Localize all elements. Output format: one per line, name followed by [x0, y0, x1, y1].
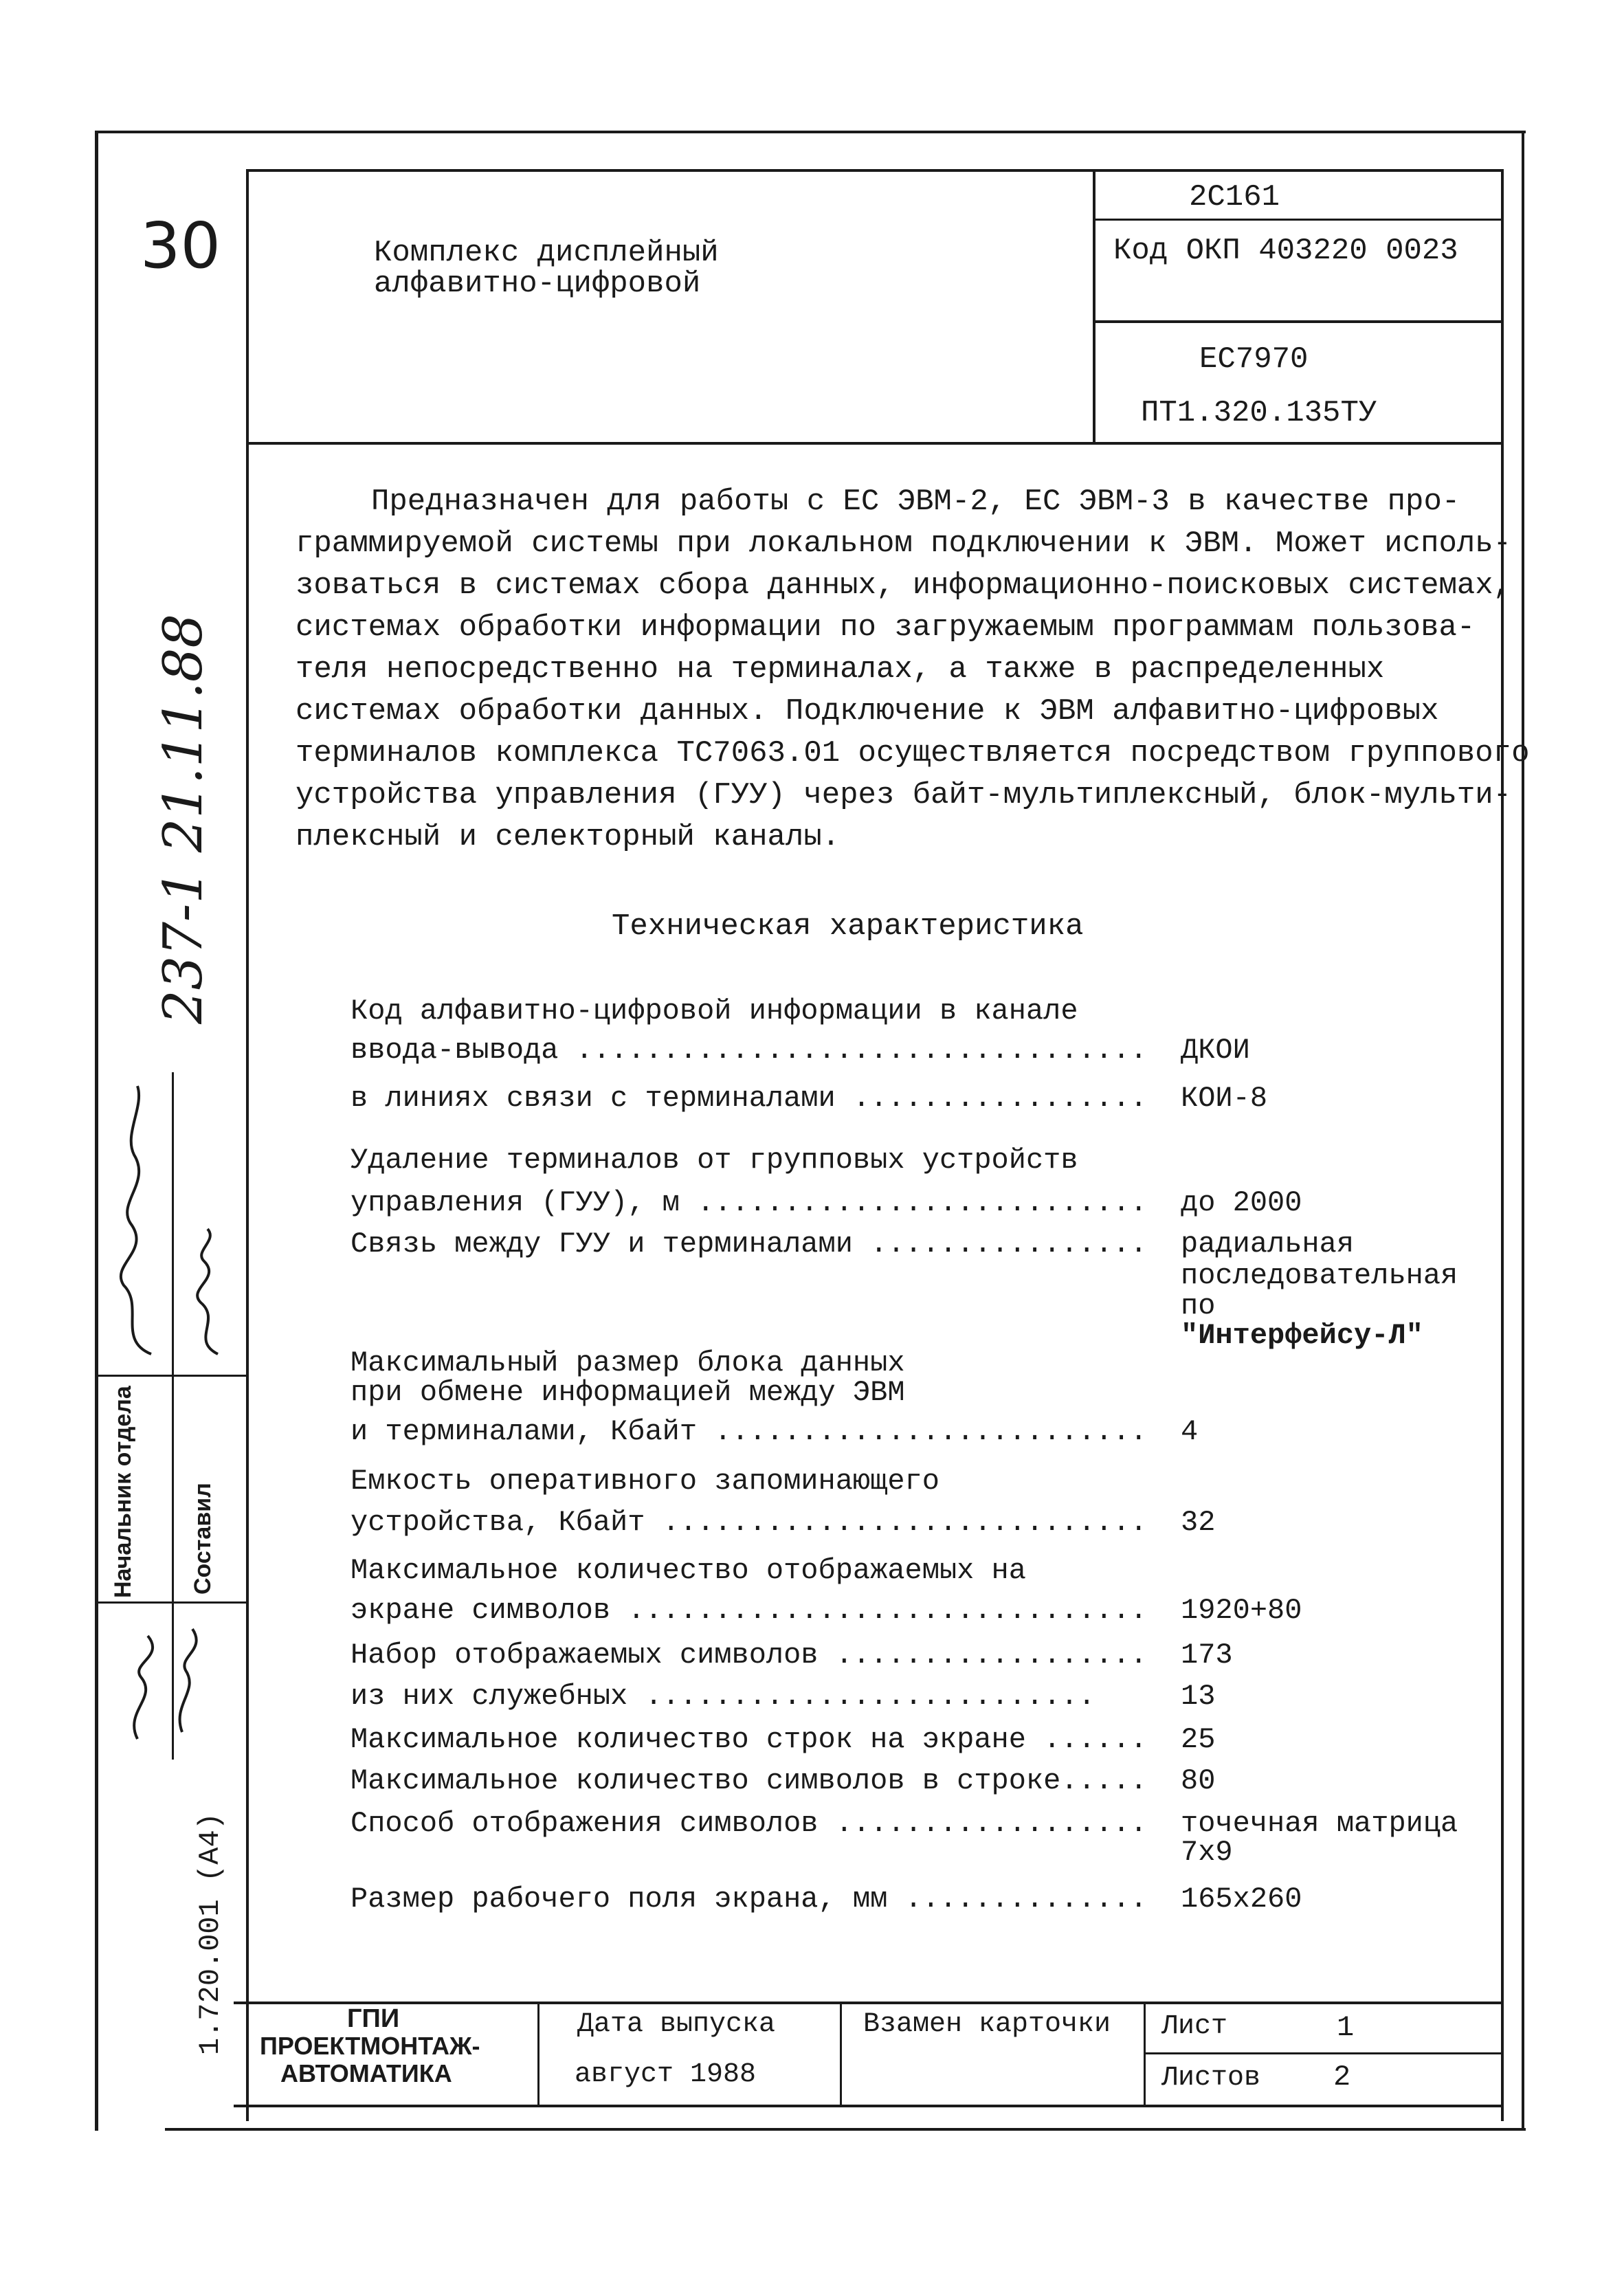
header-divider [1093, 169, 1095, 444]
spec-value: 32 [1181, 1506, 1216, 1539]
spec-value: 165х260 [1181, 1883, 1302, 1916]
spec-label: из них служебных .......................... [351, 1680, 1095, 1713]
release-date-label: Дата выпуска [577, 2009, 776, 2040]
spec-label: Максимальное количество отображаемых на [351, 1554, 1026, 1587]
replaces-card-label: Взамен карточки [863, 2009, 1111, 2040]
spec-label: в линиях связи с терминалами ................. [351, 1082, 1148, 1115]
spec-value: 7х9 [1181, 1836, 1233, 1869]
signature-approval [117, 1615, 241, 1753]
head-of-department-label: Начальник отдела [110, 1386, 136, 1598]
outer-bottom-border [165, 2128, 1526, 2131]
footer-divider-2 [840, 2002, 842, 2106]
header-bottom-border [247, 442, 1504, 445]
spec-label: при обмене информацией между ЭВМ [351, 1376, 905, 1409]
spec-value: до 2000 [1181, 1186, 1302, 1219]
spec-label: Максимальный размер блока данных [351, 1346, 905, 1379]
inner-left-border [246, 169, 249, 2121]
spec-code: ПТ1.320.135ТУ [1141, 396, 1377, 430]
spec-value: ДКОИ [1181, 1034, 1250, 1067]
outer-right-border [1522, 131, 1524, 2131]
spec-label: Максимальное количество строк на экране ...... [351, 1723, 1148, 1756]
spec-value: 173 [1181, 1639, 1233, 1672]
footer-divider-1 [537, 2002, 540, 2106]
document-title-line1: Комплекс дисплейный [374, 236, 719, 270]
spec-label: Код алфавитно-цифровой информации в канале [351, 995, 1078, 1028]
spec-label: устройства, Кбайт ............................ [351, 1506, 1148, 1539]
header-line-1 [1093, 219, 1504, 221]
spec-label: Набор отображаемых символов .................. [351, 1639, 1148, 1672]
spec-label: управления (ГУУ), м .......................... [351, 1186, 1148, 1219]
footer-sheet-line [1144, 2052, 1504, 2054]
spec-value: точечная матрица [1181, 1807, 1458, 1840]
spec-label: ввода-вывода ................................. [351, 1034, 1148, 1067]
spec-label: Удаление терминалов от групповых устройств [351, 1144, 1078, 1177]
description-line: системах обработки информации по загружаемым программам пользова- [296, 610, 1476, 645]
footer-bottom-border [234, 2105, 1504, 2107]
sheet-label: Лист [1161, 2011, 1228, 2042]
description-line: устройства управления (ГУУ) через байт-мультиплексный, блок-мульти- [296, 778, 1512, 812]
spec-value: КОИ-8 [1181, 1082, 1268, 1115]
spec-value: радиальная [1181, 1228, 1355, 1261]
spec-value: 4 [1181, 1415, 1199, 1448]
document-title-line2: алфавитно-цифровой [374, 267, 701, 301]
description-line: теля непосредственно на терминалах, а также в распределенных [296, 652, 1385, 687]
sheets-value: 2 [1333, 2061, 1351, 2094]
spec-value: по [1181, 1289, 1216, 1322]
description-line: граммируемой системы при локальном подключении к ЭВМ. Может исполь- [296, 526, 1512, 561]
spec-value: 1920+80 [1181, 1594, 1302, 1627]
org-line3: АВТОМАТИКА [280, 2059, 452, 2087]
org-line1: ГПИ [347, 2004, 400, 2033]
signature-author [180, 1223, 235, 1361]
spec-label: Связь между ГУУ и терминалами ................ [351, 1228, 1148, 1261]
description-line: терминалов комплекса ТС7063.01 осуществляется посредством группового [296, 736, 1530, 770]
spec-value: 80 [1181, 1764, 1216, 1797]
okp-code: Код ОКП 403220 0023 [1113, 234, 1458, 268]
description-line: системах обработки данных. Подключение к ЭВМ алфавитно-цифровых [296, 694, 1439, 729]
spec-label: Емкость оперативного запоминающего [351, 1465, 939, 1498]
product-number: 2С161 [1189, 180, 1280, 214]
spec-value: последовательная [1181, 1259, 1458, 1292]
spec-label: Способ отображения символов .................. [351, 1807, 1148, 1840]
spec-value: 13 [1181, 1680, 1216, 1713]
description-line: Предназначен для работы с ЕС ЭВМ-2, ЕС ЭВМ-3 в качестве про- [371, 485, 1460, 519]
org-line2: ПРОЕКТМОНТАЖ- [260, 2032, 480, 2060]
page-number: 30 [140, 209, 221, 282]
form-code: 1.720.001 (А4) [194, 1812, 227, 2055]
outer-top-border [96, 131, 1526, 133]
footer-top-border [234, 2002, 1504, 2004]
spec-label: Максимальное количество символов в строке..... [351, 1764, 1148, 1797]
header-line-2 [1093, 320, 1504, 323]
spec-label: экране символов .............................. [351, 1594, 1148, 1627]
spec-value: 25 [1181, 1723, 1216, 1756]
sheets-label: Листов [1161, 2063, 1261, 2094]
spec-section-title: Техническая характеристика [612, 909, 1084, 944]
spec-label: и терминалами, Кбайт ......................... [351, 1415, 1148, 1448]
outer-left-border [95, 131, 98, 2131]
spec-value: "Интерфейсу-Л" [1181, 1319, 1423, 1352]
description-line: плексный и селекторный каналы. [296, 820, 841, 854]
sheet-value: 1 [1337, 2011, 1355, 2044]
handwritten-registration-note: 237-1 21.11.88 [153, 614, 214, 1024]
release-date-value: август 1988 [575, 2059, 757, 2090]
inner-right-border [1501, 169, 1504, 2121]
inner-top-border [247, 169, 1504, 172]
spec-label: Размер рабочего поля экрана, мм .............. [351, 1883, 1148, 1916]
description-line: зоваться в системах сбора данных, информационно-поисковых системах, [296, 568, 1512, 603]
model-code: ЕС7970 [1199, 342, 1309, 377]
signature-head [103, 1079, 172, 1368]
compiled-by-label: Составил [190, 1483, 216, 1595]
